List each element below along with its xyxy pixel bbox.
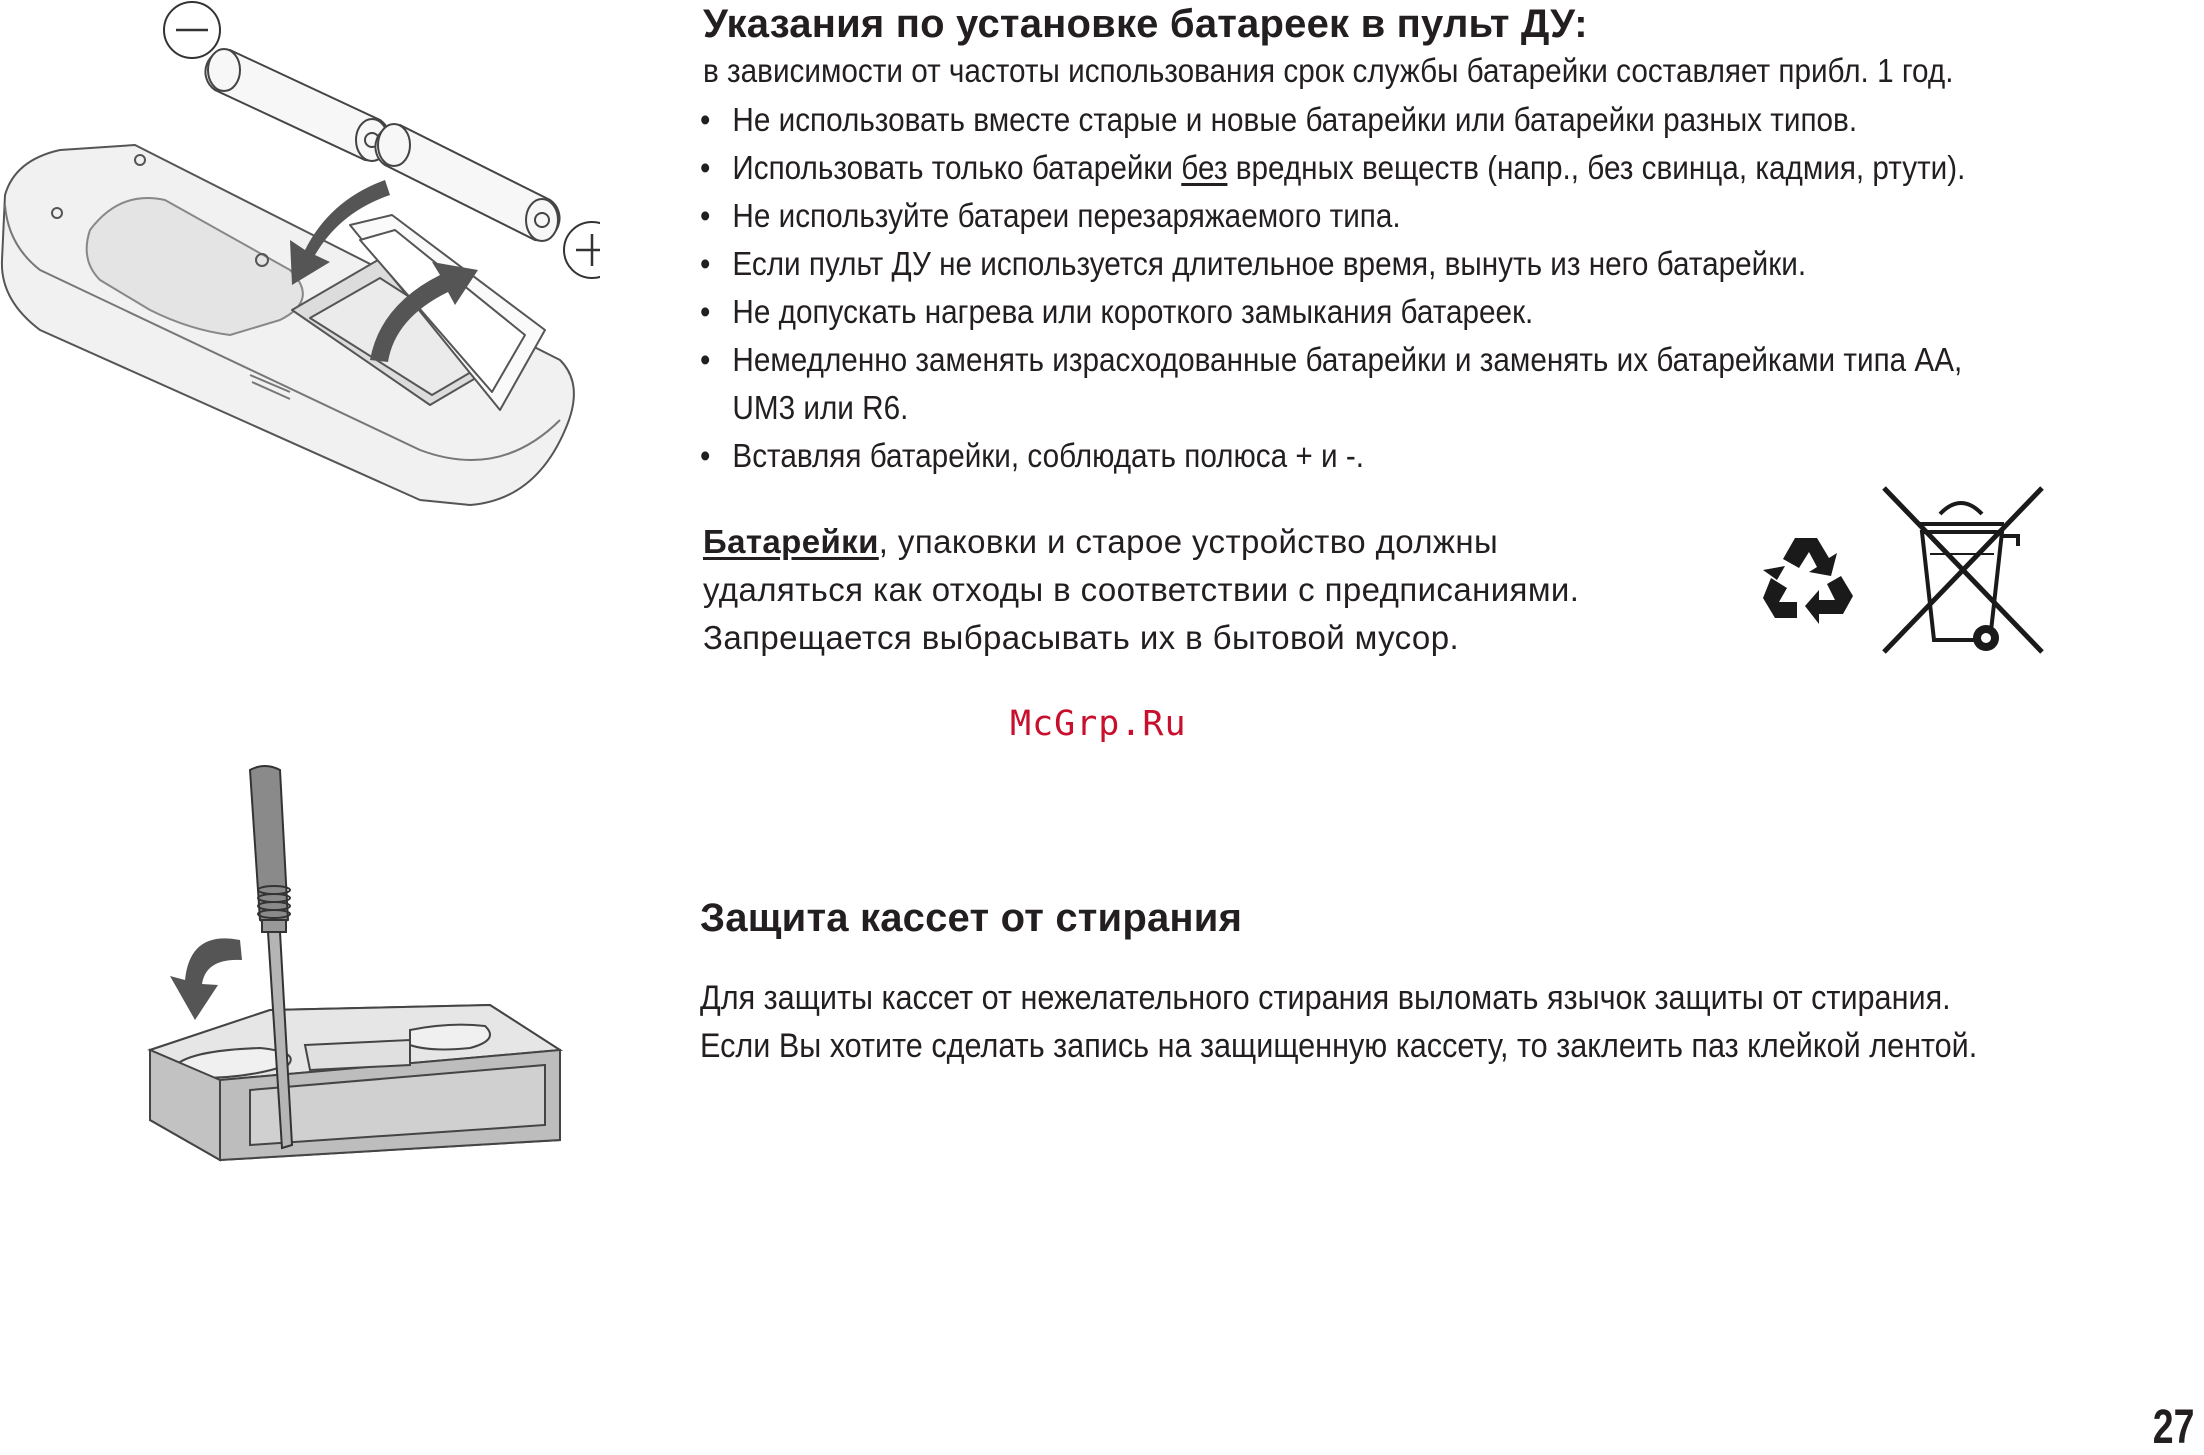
underlined-word: без	[1181, 149, 1228, 186]
battery-section-title: Указания по установке батареек в пульт ДУ:	[703, 2, 1588, 46]
disposal-line: Запрещается выбрасывать их в бытовой мусор.	[703, 619, 1460, 656]
list-item	[700, 432, 1965, 480]
rule-text: Не допускать нагрева или короткого замыкания батареек.	[732, 293, 1534, 330]
bullet: •	[700, 245, 711, 282]
battery-life-note: в зависимости от частоты использования срок службы батарейки составляет прибл. 1 год.	[703, 52, 1954, 89]
rule-text: Использовать только батарейки	[732, 149, 1182, 186]
disposal-note	[703, 518, 1579, 662]
disposal-bold-word: Батарейки	[703, 523, 879, 560]
screwdriver-cassette-illustration	[140, 760, 570, 1170]
cassette-section-title: Защита кассет от стирания	[700, 896, 1243, 940]
rule-text: вредных веществ (напр., без свинца, кадмия, ртути).	[1227, 149, 1966, 186]
instruction-line: Для защиты кассет от нежелательного стирания выломать язычок защиты от стирания.	[700, 979, 1951, 1017]
rule-text: Не используйте батареи перезаряжаемого типа.	[732, 197, 1401, 234]
cassette-instructions	[700, 974, 1977, 1070]
rule-text: Если пульт ДУ не используется длительное время, вынуть из него батарейки.	[732, 245, 1807, 282]
rule-text-continuation: UM3 или R6.	[732, 389, 909, 426]
rule-text: Немедленно заменять израсходованные батарейки и заменять их батарейками типа АА,	[732, 341, 1963, 378]
bullet: •	[700, 149, 711, 186]
list-item	[700, 336, 1965, 432]
list-item	[700, 240, 1965, 288]
list-item	[700, 192, 1965, 240]
battery-rules-list	[700, 96, 2106, 480]
instruction-line: Если Вы хотите сделать запись на защищенную кассету, то заклеить паз клейкой лентой.	[700, 1027, 1978, 1065]
bullet: •	[700, 293, 711, 330]
rule-text: Не использовать вместе старые и новые батарейки или батарейки разных типов.	[732, 101, 1858, 138]
crossed-out-bin-icon	[1878, 484, 2048, 656]
rule-text: Вставляя батарейки, соблюдать полюса + и -.	[732, 437, 1364, 474]
watermark-text: McGrp.Ru	[1010, 704, 1187, 744]
page-number: 27	[2152, 1401, 2194, 1454]
list-item	[700, 144, 1965, 192]
bullet: •	[700, 341, 711, 378]
remote-control-illustration	[0, 0, 600, 520]
bullet: •	[700, 101, 711, 138]
list-item	[700, 96, 1965, 144]
disposal-line: удаляться как отходы в соответствии с предписаниями.	[703, 571, 1580, 608]
list-item	[700, 288, 1965, 336]
bullet: •	[700, 197, 711, 234]
bullet: •	[700, 437, 711, 474]
recycle-icon	[1757, 532, 1863, 628]
disposal-line: , упаковки и старое устройство должны	[878, 523, 1499, 560]
